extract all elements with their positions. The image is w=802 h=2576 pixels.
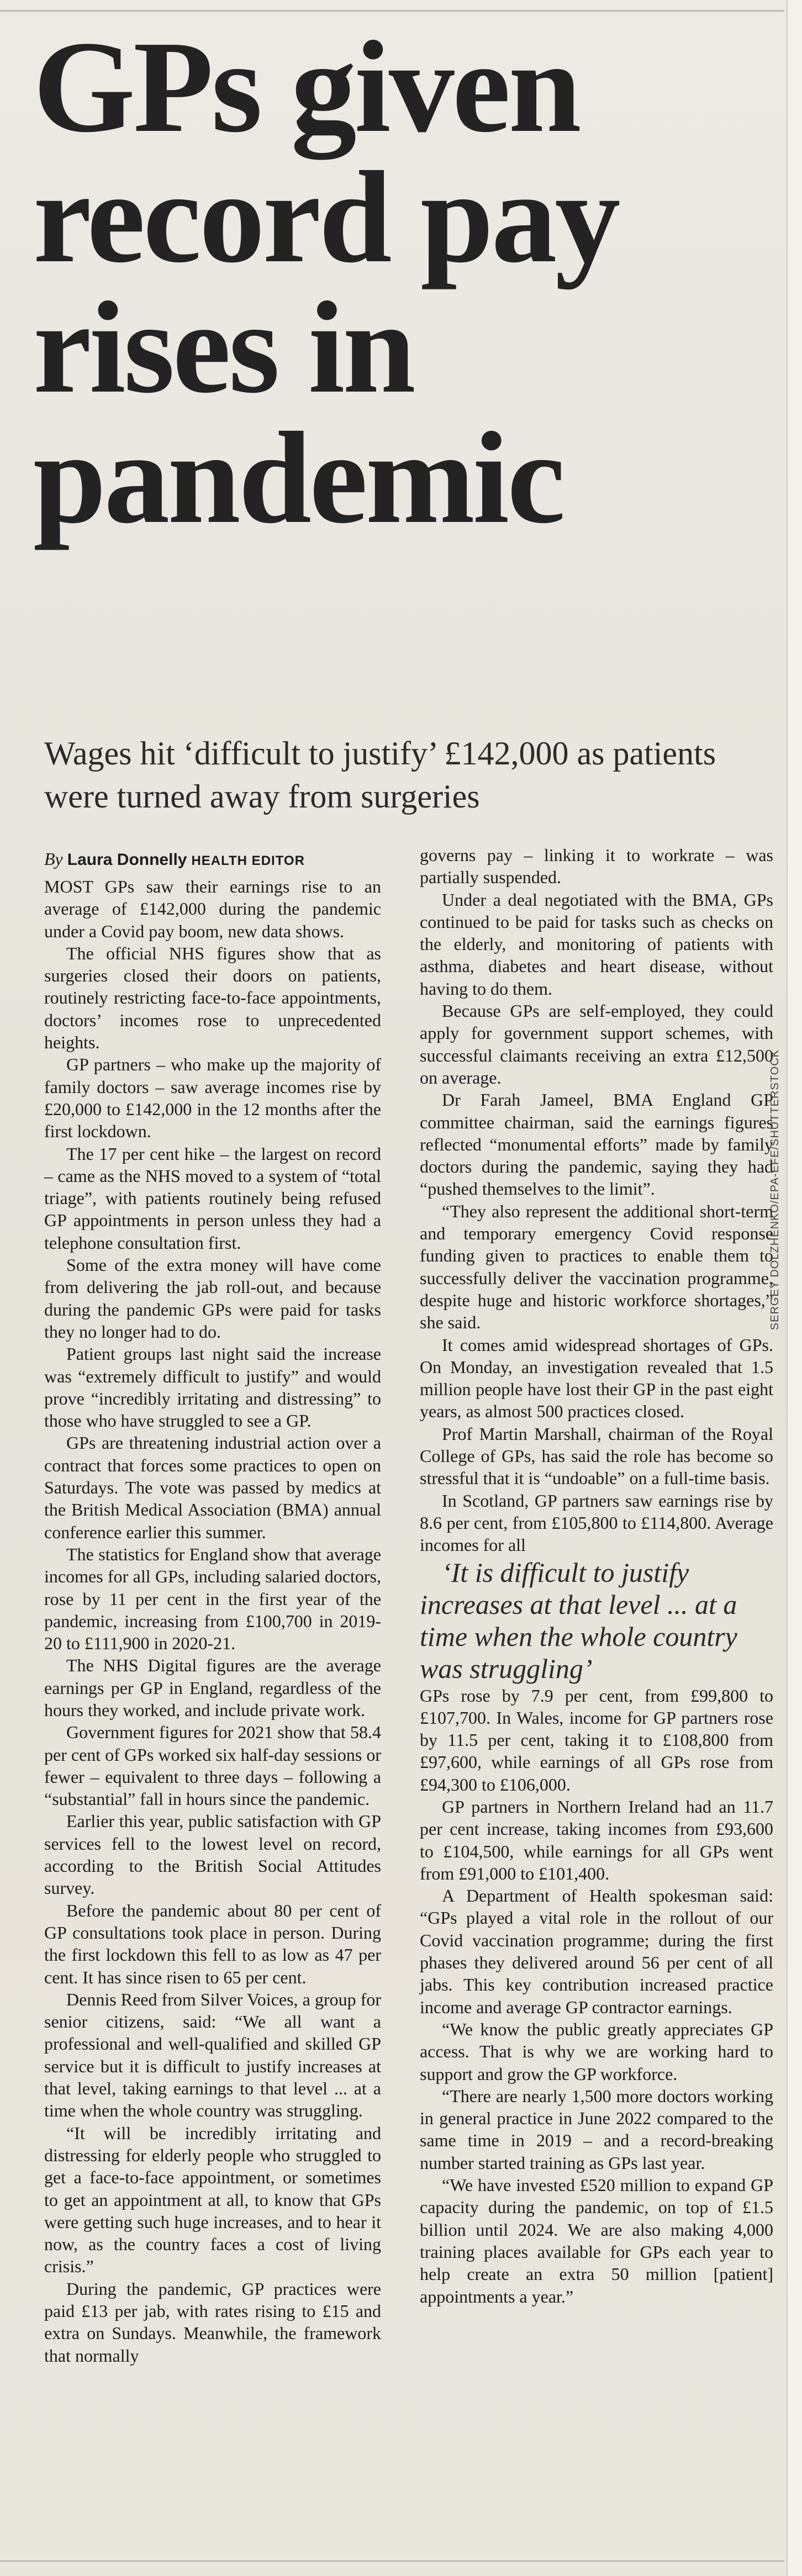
bottom-rule: [0, 2561, 784, 2562]
paragraph: Government figures for 2021 show that 58.4 per cent of GPs worked six half-day sessions or fewer – equivalent to three days – following a “substantial” fall in hours since the pandemic.: [44, 1722, 381, 1809]
paragraph: Dr Farah Jameel, BMA England GP committee chairman, said the earnings figures reflected “monumental efforts” made by family doctors during the pandemic, saying they had “pushed themselves to the limit”.: [420, 1090, 773, 1199]
headline-line: GPs given: [33, 14, 579, 160]
paragraph: “We have invested £520 million to expand GP capacity during the pandemic, on top of £1.5 billion until 2024. We are also making 4,000 training places available for GPs each year to help create an extra 50 million [patient] appointments a year.”: [420, 2175, 773, 2306]
byline: [44, 848, 381, 872]
paragraph: Dennis Reed from Silver Voices, a group for senior citizens, said: “We all want a professional and well-qualified and skilled GP service but it is difficult to justify increases at that level, taking earnings to that level ... at a time when the whole country was struggling.: [44, 1989, 381, 2121]
paragraph: Because GPs are self-employed, they could apply for government support schemes, with successful claimants receiving an extra £12,500 on average.: [420, 1001, 773, 1088]
article-column-left: [44, 848, 381, 2367]
byline-author: Laura Donnelly: [67, 851, 187, 869]
paragraph: Patient groups last night said the increase was “extremely difficult to justify” and would prove “incredibly irritating and distressing” to those who have struggled to see a GP.: [44, 1344, 381, 1431]
paragraph: Earlier this year, public satisfaction with GP services fell to the lowest level on record, according to the British Social Attitudes survey.: [44, 1811, 381, 1898]
paragraph: governs pay – linking it to workrate – was partially suspended.: [420, 845, 773, 888]
paragraph: It comes amid widespread shortages of GPs. On Monday, an investigation revealed that 1.5 million people have lost their GP in the past eight years, as almost 500 practices closed.: [420, 1334, 773, 1422]
paragraph: The official NHS figures show that as surgeries closed their doors on patients, routinely restricting face-to-face appointments, doctors’ incomes rose to unprecedented heights.: [44, 943, 381, 1053]
paragraph: The NHS Digital figures are the average earnings per GP in England, regardless of the hours they worked, and include private work.: [44, 1655, 381, 1720]
paragraph: “There are nearly 1,500 more doctors working in general practice in June 2022 compared to the same time in 2019 – and a record-breaking number started training as GPs last year.: [420, 2086, 773, 2173]
paragraph: MOST GPs saw their earnings rise to an average of £142,000 during the pandemic under a Covid pay boom, new data shows.: [44, 877, 381, 941]
paragraph: Under a deal negotiated with the BMA, GPs continued to be paid for tasks such as checks on the elderly, and monitoring of patients with asthma, diabetes and heart disease, without having to do them.: [420, 889, 773, 999]
paragraph: “We know the public greatly appreciates GP access. That is why we are working hard to support and grow the GP workforce.: [420, 2019, 773, 2084]
byline-role: HEALTH EDITOR: [191, 853, 305, 868]
paragraph: “It will be incredibly irritating and distressing for elderly people who struggled to get a face-to-face appointment, or sometimes to get an appointment at all, to know that GPs were getting such huge increases, and to hear it now, as the country faces a cost of living crisis.”: [44, 2123, 381, 2277]
adjacent-page-edge: [787, 0, 802, 2576]
byline-by: By: [44, 849, 63, 869]
paragraph: Before the pandemic about 80 per cent of GP consultations took place in person. During the first lockdown this fell to as low as 47 per cent. It has since risen to 65 per cent.: [44, 1900, 381, 1987]
headline-line: record pay: [33, 145, 619, 290]
paragraph: A Department of Health spokesman said: “GPs played a vital role in the rollout of our Covid vaccination programme; during the first phases they delivered around 56 per cent of all jabs. This key contribution increased practice income and average GP contractor earnings.: [420, 1886, 773, 2017]
paragraph: The 17 per cent hike – the largest on record – came as the NHS moved to a system of “total triage”, with patients routinely being refused GP appointments in person unless they had a telephone consultation first.: [44, 1143, 381, 1253]
headline: [33, 14, 773, 551]
paragraph: GPs are threatening industrial action over a contract that forces some practices to open on Saturdays. The vote was passed by medics at the British Medical Association (BMA) annual conference earlier this summer.: [44, 1433, 381, 1542]
paragraph: In Scotland, GP partners saw earnings rise by 8.6 per cent, from £105,800 to £114,800. Average incomes for all: [420, 1490, 773, 1555]
paragraph: Prof Martin Marshall, chairman of the Royal College of GPs, has said the role has become so stressful that it is “undoable” on a full-time basis.: [420, 1423, 773, 1488]
headline-line: rises in: [33, 275, 414, 420]
article-column-right: [420, 844, 773, 2308]
paragraph: “They also represent the additional short-term and temporary emergency Covid response funding given to practices to enable them to successfully deliver the vaccination programme, despite huge and historic workforce shortages,” she said.: [420, 1201, 773, 1333]
paragraph: During the pandemic, GP practices were paid £13 per jab, with rates rising to £15 and extra on Sundays. Meanwhile, the framework that normally: [44, 2278, 381, 2366]
paragraph: GP partners – who make up the majority of family doctors – saw average incomes rise by £20,000 to £142,000 in the 12 months after the first lockdown.: [44, 1054, 381, 1142]
paragraph: GP partners in Northern Ireland had an 11.7 per cent increase, taking incomes from £93,600 to £104,500, while earnings for all GPs went from £91,000 to £101,400.: [420, 1796, 773, 1883]
headline-line: pandemic: [33, 405, 563, 551]
photo-credit: SERGEY DOLZHENKO/EPA-EFE/SHUTTERSTOCK: [769, 1049, 781, 1331]
top-rule: [0, 10, 784, 12]
standfirst: Wages hit ‘difficult to justify’ £142,000 as patients were turned away from surgeries: [44, 735, 716, 815]
paragraph: GPs rose by 7.9 per cent, from £99,800 to £107,700. In Wales, income for GP partners rose by 11.5 per cent, taking it to £108,800 from £97,600, while earnings of all GPs rose from £94,300 to £106,000.: [420, 1685, 773, 1794]
pull-quote: ‘It is difficult to justify increases at that level ... at a time when the whole country was struggling’: [420, 1556, 737, 1684]
paragraph: The statistics for England show that average incomes for all GPs, including salaried doctors, rose by 11 per cent in the first year of the pandemic, increasing from £100,700 in 2019-20 to £111,900 in 2020-21.: [44, 1544, 381, 1654]
paragraph: Some of the extra money will have come from delivering the jab roll-out, and because during the pandemic GPs were paid for tasks they no longer had to do.: [44, 1255, 381, 1342]
